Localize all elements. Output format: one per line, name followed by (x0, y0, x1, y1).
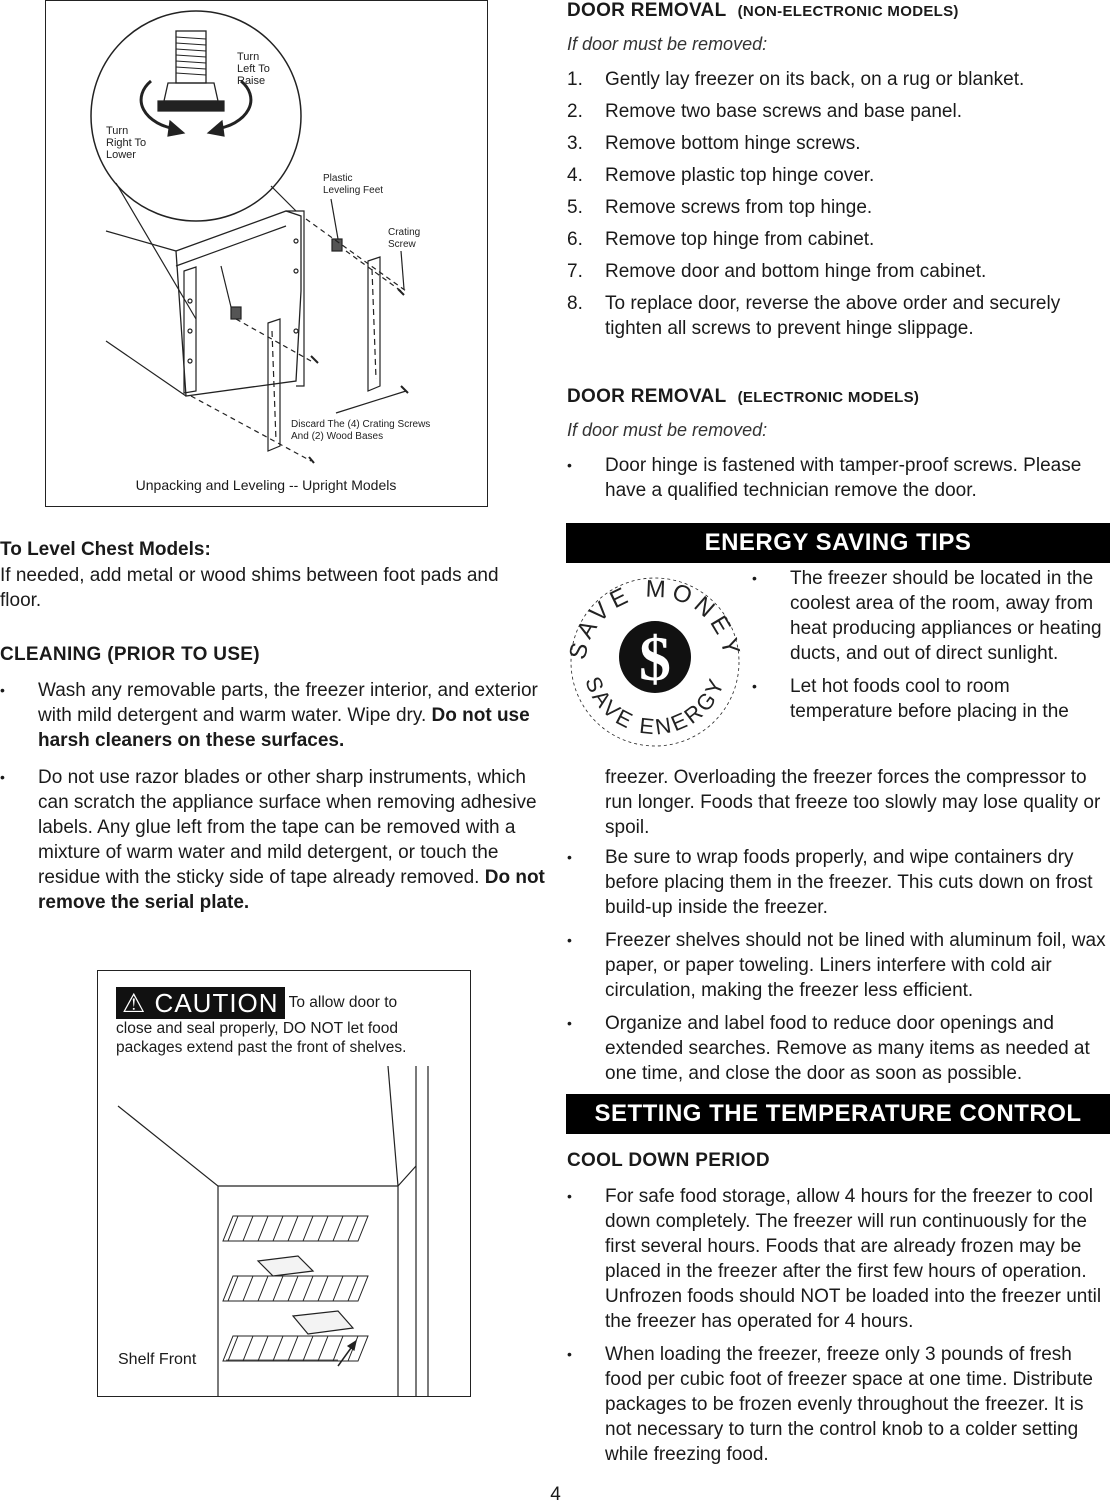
caution-note: ⚠ CAUTION To allow door to close and seal properly, DO NOT let food packages extend past the front of shelves. (116, 988, 407, 1056)
cool-down-item: • When loading the freezer, freeze only 3 pounds of fresh food per cubic foot of freezer space at one time. Distribute packages to be frozen evenly throughout the freezer. It is not necessary to turn the control knob to a colder setting while freezing food. (567, 1342, 1110, 1467)
discard-callout: Discard The (4) Crating Screws And (2) Wood Bases (291, 419, 431, 442)
door-removal-electronic-heading: DOOR REMOVAL (ELECTRONIC MODELS) (567, 386, 920, 407)
caution-figure (97, 970, 471, 1397)
warning-icon: ⚠ (122, 988, 147, 1018)
energy-tip-continuation: freezer. Overloading the freezer forces the compressor to run longer. Foods that freeze too slowly may lose quality or spoil. (605, 767, 1101, 838)
svg-text:SAVE ENERGY: SAVE ENERGY (580, 672, 730, 740)
energy-tip-item: • Freezer shelves should not be lined with aluminum foil, wax paper, or paper toweling. Liners interfere with cold air circulation, making the freezer less efficient. (567, 928, 1110, 1003)
chest-models-section (0, 539, 530, 613)
figure-caption: Unpacking and Leveling -- Upright Models (135, 477, 397, 493)
crating-screw-callout: Crating Screw (388, 227, 421, 250)
energy-banner: ENERGY SAVING TIPS (566, 523, 1110, 563)
step-item: 5. Remove screws from top hinge. (567, 197, 873, 218)
save-money-logo (565, 572, 745, 752)
svg-text:SAVE MONEY: SAVE MONEY (565, 575, 745, 663)
door-removal-electronic-intro: If door must be removed: (567, 420, 768, 440)
door-removal-heading: DOOR REMOVAL (NON-ELECTRONIC MODELS) (567, 0, 959, 21)
chest-models-heading: To Level Chest Models: (0, 539, 211, 560)
temperature-banner: SETTING THE TEMPERATURE CONTROL (566, 1094, 1110, 1134)
plastic-feet-callout: Plastic Leveling Feet (323, 173, 384, 196)
cleaning-heading: CLEANING (PRIOR TO USE) (0, 644, 260, 665)
turn-left-callout: Turn Left To Raise (237, 51, 270, 87)
turn-right-callout: Turn Right To Lower (106, 125, 147, 161)
door-electronic-item: • Door hinge is fastened with tamper-proof screws. Please have a qualified technician remove the door. (567, 453, 1107, 503)
energy-tips-top (752, 566, 1108, 724)
step-item: 1. Gently lay freezer on its back, on a rug or blanket. (567, 69, 1025, 90)
caution-badge: ⚠ CAUTION (116, 987, 285, 1019)
cool-down-item: • For safe food storage, allow 4 hours for the freezer to cool down completely. The freezer will run continuously for the first several hours. Foods that are already frozen may be placed in the freezer after the first few hours of operation. Unfrozen foods should NOT be loaded into the freezer until the freezer has operated for 4 hours. (567, 1184, 1110, 1334)
cool-down-heading: COOL DOWN PERIOD (567, 1150, 770, 1171)
save-money-icon (565, 572, 745, 752)
step-item: 3. Remove bottom hinge screws. (567, 133, 861, 154)
step-item: 2. Remove two base screws and base panel. (567, 101, 962, 122)
svg-text:$: $ (639, 623, 671, 694)
chest-models-text: If needed, add metal or wood shims between foot pads and floor. (0, 565, 499, 611)
energy-tip-item: • Organize and label food to reduce door openings and extended searches. Remove as many items as needed at one time, and close the door as soon as possible. (567, 1011, 1110, 1086)
page-number: 4 (550, 1484, 561, 1505)
energy-tip-item: • Let hot foods cool to room temperature before placing in the (752, 674, 1108, 724)
door-removal-nonelectronic (567, 0, 1107, 348)
door-removal-intro: If door must be removed: (567, 34, 768, 54)
step-item: 8. To replace door, reverse the above order and securely tighten all screws to prevent hinge slippage. (567, 293, 1061, 339)
shelf-illustration (98, 1066, 470, 1396)
door-removal-electronic (567, 386, 1107, 503)
cleaning-section (0, 644, 545, 915)
shelf-front-label: Shelf Front (118, 1351, 197, 1368)
step-item: 4. Remove plastic top hinge cover. (567, 165, 875, 186)
cleaning-item: • Do not use razor blades or other sharp instruments, which can scratch the appliance surface when removing adhesive labels. Any glue left from the tape can be removed with a mixture of warm water and mild detergent, or touch the residue with the sticky side of tape already removed. Do not remove the serial plate. (0, 765, 545, 915)
energy-tip-item: • Be sure to wrap foods properly, and wipe containers dry before placing them in the freezer. This cuts down on frost build-up inside the freezer. (567, 845, 1110, 920)
energy-tips-list (567, 845, 1110, 1086)
step-item: 6. Remove top hinge from cabinet. (567, 229, 875, 250)
cool-down-section (567, 1150, 1110, 1467)
energy-tip-item: • The freezer should be located in the coolest area of the room, away from heat producing appliances or heating ducts, and out of direct sunlight. (752, 566, 1108, 666)
cleaning-item: • Wash any removable parts, the freezer interior, and exterior with mild detergent and warm water. Wipe dry. Do not use harsh cleaners on these surfaces. (0, 678, 545, 753)
step-item: 7. Remove door and bottom hinge from cabinet. (567, 261, 987, 282)
unpacking-figure (45, 0, 488, 507)
